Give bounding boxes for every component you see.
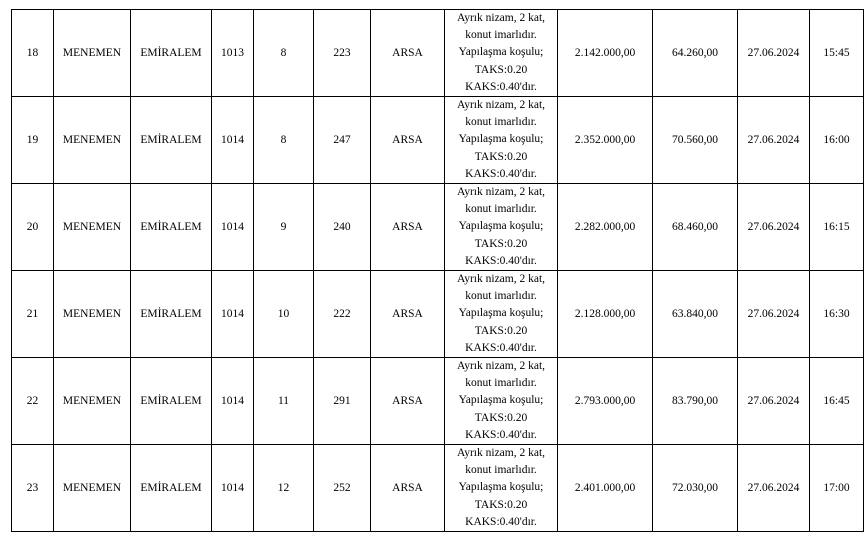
district-cell: MENEMEN (54, 271, 131, 358)
neighborhood-cell: EMİRALEM (131, 97, 212, 184)
area-cell: 223 (314, 10, 371, 97)
auction-date-cell: 27.06.2024 (738, 445, 810, 532)
neighborhood-cell: EMİRALEM (131, 271, 212, 358)
row-number-cell: 19 (12, 97, 54, 184)
table-row (12, 445, 864, 532)
property-type-cell: ARSA (371, 358, 445, 445)
block-number-cell: 1013 (212, 10, 254, 97)
neighborhood-cell: EMİRALEM (131, 10, 212, 97)
property-type-cell: ARSA (371, 97, 445, 184)
auction-date-cell: 27.06.2024 (738, 358, 810, 445)
zoning-description-line: konut imarlıdır. (465, 377, 537, 390)
district-cell: MENEMEN (54, 97, 131, 184)
area-cell: 291 (314, 358, 371, 445)
auction-time-cell: 16:00 (810, 97, 864, 184)
zoning-description-line: KAKS:0.40'dır. (465, 80, 537, 93)
zoning-description-line: Yapılaşma koşulu; (458, 481, 544, 494)
row-number-cell: 23 (12, 445, 54, 532)
zoning-description-cell (445, 358, 558, 445)
zoning-description-line: Ayrık nizam, 2 kat, (456, 447, 546, 460)
zoning-description-line: konut imarlıdır. (465, 203, 537, 216)
deposit-amount-cell: 68.460,00 (653, 184, 738, 271)
auction-date-cell: 27.06.2024 (738, 184, 810, 271)
district-cell: MENEMEN (54, 445, 131, 532)
district-cell: MENEMEN (54, 358, 131, 445)
estimated-price-cell: 2.401.000,00 (558, 445, 653, 532)
auction-time-cell: 17:00 (810, 445, 864, 532)
zoning-description-line: TAKS:0.20 (474, 150, 528, 163)
zoning-description-line: KAKS:0.40'dır. (465, 515, 537, 528)
parcel-number-cell: 8 (254, 97, 314, 184)
estimated-price-cell: 2.282.000,00 (558, 184, 653, 271)
zoning-description-line: Ayrık nizam, 2 kat, (456, 99, 546, 112)
parcel-number-cell: 9 (254, 184, 314, 271)
deposit-amount-cell: 63.840,00 (653, 271, 738, 358)
deposit-amount-cell: 70.560,00 (653, 97, 738, 184)
deposit-amount-cell: 83.790,00 (653, 358, 738, 445)
area-cell: 247 (314, 97, 371, 184)
property-type-cell: ARSA (371, 445, 445, 532)
property-type-cell: ARSA (371, 10, 445, 97)
auction-time-cell: 16:15 (810, 184, 864, 271)
zoning-description-line: TAKS:0.20 (474, 411, 528, 424)
parcel-number-cell: 11 (254, 358, 314, 445)
block-number-cell: 1014 (212, 271, 254, 358)
row-number-cell: 18 (12, 10, 54, 97)
estimated-price-cell: 2.142.000,00 (558, 10, 653, 97)
table-row (12, 358, 864, 445)
zoning-description-line: konut imarlıdır. (465, 290, 537, 303)
block-number-cell: 1014 (212, 184, 254, 271)
zoning-description-line: KAKS:0.40'dır. (465, 254, 537, 267)
table-row (12, 271, 864, 358)
area-cell: 222 (314, 271, 371, 358)
auction-date-cell: 27.06.2024 (738, 97, 810, 184)
zoning-description-cell (445, 97, 558, 184)
zoning-description-line: KAKS:0.40'dır. (465, 428, 537, 441)
zoning-description-line: konut imarlıdır. (465, 29, 537, 42)
zoning-description-line: Yapılaşma koşulu; (458, 133, 544, 146)
zoning-description-cell (445, 271, 558, 358)
zoning-description-line: Yapılaşma koşulu; (458, 46, 544, 59)
block-number-cell: 1014 (212, 358, 254, 445)
table-row (12, 10, 864, 97)
deposit-amount-cell: 72.030,00 (653, 445, 738, 532)
zoning-description-line: TAKS:0.20 (474, 63, 528, 76)
neighborhood-cell: EMİRALEM (131, 445, 212, 532)
parcel-number-cell: 8 (254, 10, 314, 97)
zoning-description-line: TAKS:0.20 (474, 237, 528, 250)
parcel-number-cell: 10 (254, 271, 314, 358)
zoning-description-line: Yapılaşma koşulu; (458, 220, 544, 233)
zoning-description-cell (445, 10, 558, 97)
zoning-description-line: Ayrık nizam, 2 kat, (456, 12, 546, 24)
deposit-amount-cell: 64.260,00 (653, 10, 738, 97)
table-row (12, 97, 864, 184)
zoning-description-cell (445, 445, 558, 532)
block-number-cell: 1014 (212, 97, 254, 184)
block-number-cell: 1014 (212, 445, 254, 532)
zoning-description-cell (445, 184, 558, 271)
neighborhood-cell: EMİRALEM (131, 184, 212, 271)
row-number-cell: 22 (12, 358, 54, 445)
auction-time-cell: 16:30 (810, 271, 864, 358)
table-row (12, 184, 864, 271)
estimated-price-cell: 2.128.000,00 (558, 271, 653, 358)
auction-time-cell: 15:45 (810, 10, 864, 97)
zoning-description-line: Yapılaşma koşulu; (458, 394, 544, 407)
row-number-cell: 21 (12, 271, 54, 358)
area-cell: 240 (314, 184, 371, 271)
auction-date-cell: 27.06.2024 (738, 10, 810, 97)
district-cell: MENEMEN (54, 184, 131, 271)
zoning-description-line: Ayrık nizam, 2 kat, (456, 360, 546, 373)
auction-time-cell: 16:45 (810, 358, 864, 445)
zoning-description-line: konut imarlıdır. (465, 464, 537, 477)
property-type-cell: ARSA (371, 184, 445, 271)
zoning-description-line: KAKS:0.40'dır. (465, 341, 537, 354)
auction-date-cell: 27.06.2024 (738, 271, 810, 358)
zoning-description-line: Ayrık nizam, 2 kat, (456, 273, 546, 286)
zoning-description-line: Ayrık nizam, 2 kat, (456, 186, 546, 199)
estimated-price-cell: 2.793.000,00 (558, 358, 653, 445)
auction-listing-table (11, 9, 864, 532)
area-cell: 252 (314, 445, 371, 532)
zoning-description-line: TAKS:0.20 (474, 324, 528, 337)
parcel-number-cell: 12 (254, 445, 314, 532)
zoning-description-line: konut imarlıdır. (465, 116, 537, 129)
zoning-description-line: Yapılaşma koşulu; (458, 307, 544, 320)
zoning-description-line: TAKS:0.20 (474, 498, 528, 511)
zoning-description-line: KAKS:0.40'dır. (465, 167, 537, 180)
row-number-cell: 20 (12, 184, 54, 271)
district-cell: MENEMEN (54, 10, 131, 97)
property-type-cell: ARSA (371, 271, 445, 358)
neighborhood-cell: EMİRALEM (131, 358, 212, 445)
estimated-price-cell: 2.352.000,00 (558, 97, 653, 184)
